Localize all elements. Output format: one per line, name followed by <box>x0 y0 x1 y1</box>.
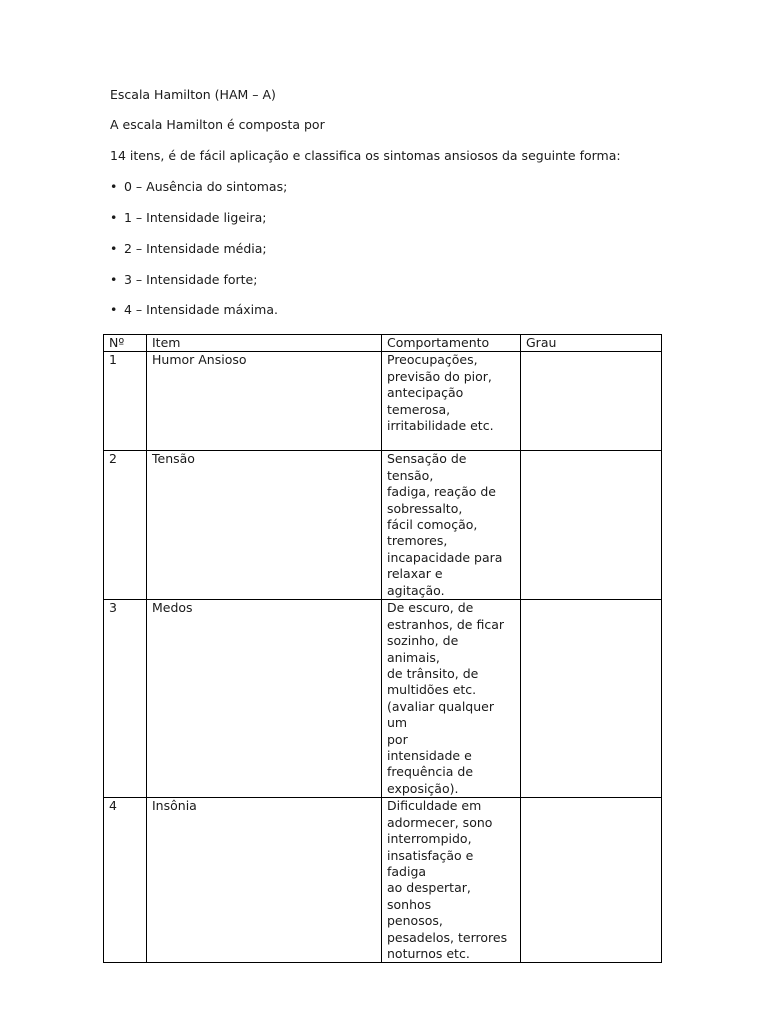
comportamento-line: antecipação <box>387 385 464 401</box>
comportamento-line: frequência de <box>387 764 474 780</box>
cell-number: 2 <box>104 451 147 600</box>
comportamento-line: intensidade e <box>387 748 472 764</box>
comportamento-line: Sensação de tensão, <box>387 451 467 483</box>
comportamento-line: pesadelos, terrores <box>387 929 508 945</box>
comportamento-line: penosos, <box>387 913 443 929</box>
cell-item: Humor Ansioso <box>147 352 382 451</box>
bullet-text: 1 – Intensidade ligeira; <box>124 210 267 225</box>
cell-comportamento <box>382 600 521 798</box>
comportamento-line: multidões etc. <box>387 682 477 698</box>
bullet-icon: • <box>110 241 118 256</box>
cell-number: 4 <box>104 798 147 963</box>
cell-grau[interactable] <box>521 451 662 600</box>
comportamento-line: previsão do pior, <box>387 368 492 384</box>
comportamento-line: estranhos, de ficar <box>387 616 504 632</box>
comportamento-line: por <box>387 731 408 747</box>
bullet-icon: • <box>110 179 118 194</box>
bullet-text: 3 – Intensidade forte; <box>124 272 258 287</box>
comportamento-line: Dificuldade em <box>387 798 482 814</box>
comportamento-line: adormecer, sono <box>387 814 493 830</box>
bullet-text: 2 – Intensidade média; <box>124 241 267 256</box>
document-title: Escala Hamilton (HAM – A) <box>110 87 276 102</box>
cell-grau[interactable] <box>521 352 662 451</box>
comportamento-line: exposição). <box>387 780 459 796</box>
intro-line-1: A escala Hamilton é composta por <box>110 117 325 132</box>
table-header-row <box>104 335 662 352</box>
cell-grau[interactable] <box>521 798 662 963</box>
bullet-item <box>110 210 267 226</box>
comportamento-line: incapacidade para <box>387 549 503 565</box>
comportamento-line: fácil comoção, <box>387 517 478 533</box>
comportamento-line: sobressalto, <box>387 500 463 516</box>
table-row <box>104 451 662 600</box>
bullet-text: 4 – Intensidade máxima. <box>124 302 278 317</box>
comportamento-line: ao despertar, sonhos <box>387 880 471 912</box>
cell-item: Medos <box>147 600 382 798</box>
cell-comportamento <box>382 352 521 451</box>
cell-grau[interactable] <box>521 600 662 798</box>
header-item: Item <box>147 335 382 352</box>
comportamento-line: De escuro, de <box>387 600 474 616</box>
comportamento-line: agitação. <box>387 582 445 598</box>
comportamento-line: noturnos etc. <box>387 945 470 961</box>
comportamento-line: sozinho, de animais, <box>387 633 459 665</box>
intro-line-2: 14 itens, é de fácil aplicação e classifica os sintomas ansiosos da seguinte forma: <box>110 148 621 163</box>
bullet-icon: • <box>110 272 118 287</box>
cell-number: 1 <box>104 352 147 451</box>
comportamento-line: tremores, <box>387 533 448 549</box>
comportamento-line: insatisfação e fadiga <box>387 847 474 879</box>
bullet-item <box>110 302 278 318</box>
bullet-item <box>110 241 267 257</box>
comportamento-line: (avaliar qualquer um <box>387 698 494 731</box>
comportamento-line: irritabilidade etc. <box>387 418 494 434</box>
cell-item: Insônia <box>147 798 382 963</box>
comportamento-line: interrompido, <box>387 831 472 847</box>
cell-comportamento <box>382 451 521 600</box>
comportamento-line: de trânsito, de <box>387 666 479 682</box>
bullet-icon: • <box>110 302 118 317</box>
comportamento-line: temerosa, <box>387 401 451 417</box>
comportamento-line: relaxar e <box>387 566 443 582</box>
header-comportamento: Comportamento <box>382 335 521 352</box>
cell-number: 3 <box>104 600 147 798</box>
table-row <box>104 798 662 963</box>
bullet-item <box>110 272 257 288</box>
table-row <box>104 352 662 451</box>
cell-comportamento <box>382 798 521 963</box>
header-number: Nº <box>104 335 147 352</box>
comportamento-line: Preocupações, <box>387 352 478 368</box>
bullet-icon: • <box>110 210 118 225</box>
comportamento-line: fadiga, reação de <box>387 484 497 500</box>
cell-item: Tensão <box>147 451 382 600</box>
header-grau: Grau <box>521 335 662 352</box>
hamilton-scale-table <box>103 334 662 963</box>
bullet-text: 0 – Ausência do sintomas; <box>124 179 288 194</box>
bullet-item <box>110 179 287 195</box>
table-row <box>104 600 662 798</box>
